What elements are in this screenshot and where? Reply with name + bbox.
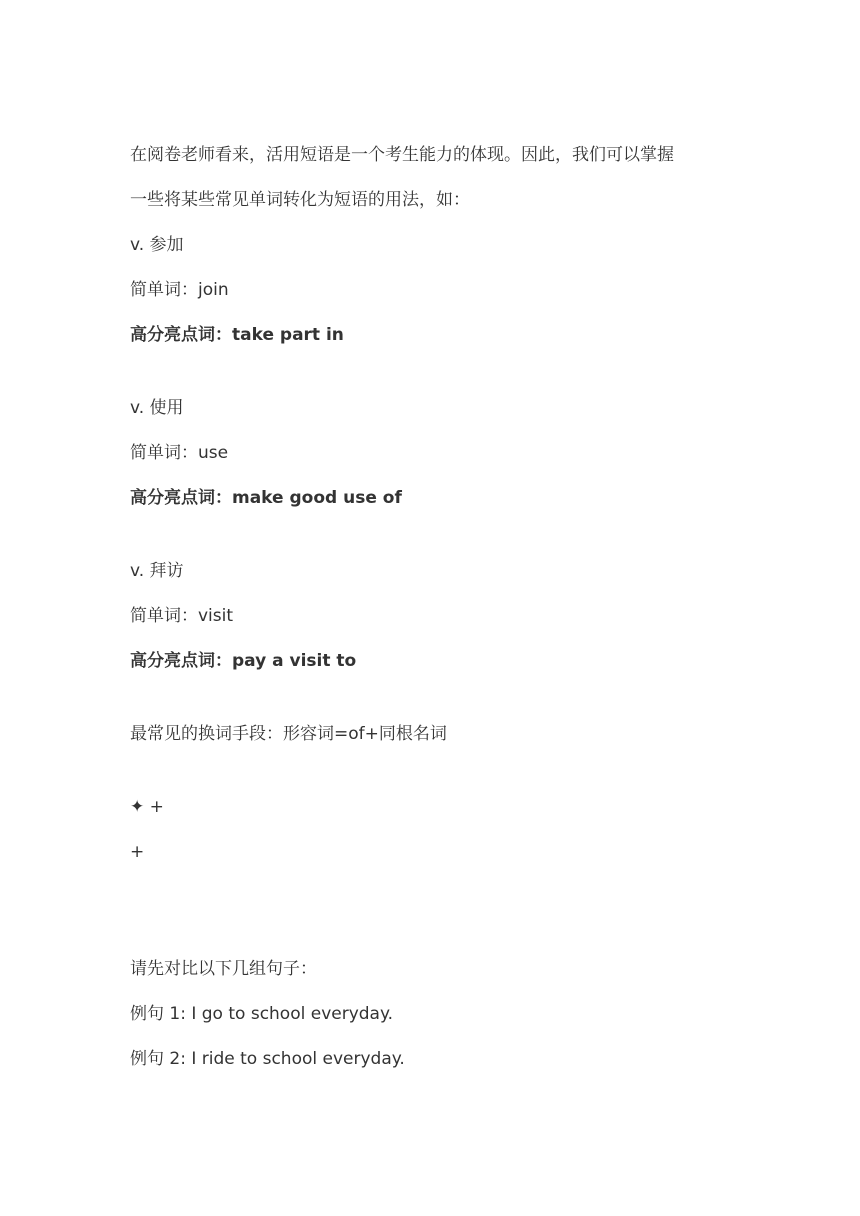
entry-simple-visit: 简单词：visit bbox=[130, 606, 234, 626]
example-sentence-2: 例句 2: I ride to school everyday. bbox=[130, 1049, 405, 1069]
entry-simple-join: 简单词：join bbox=[130, 280, 229, 300]
entry-simple-use: 简单词：use bbox=[130, 443, 229, 463]
sparkle-plus-line: ✦ + bbox=[130, 797, 164, 817]
compare-prompt: 请先对比以下几组句子： bbox=[130, 959, 317, 979]
entry-highlight-use: 高分亮点词：make good use of bbox=[130, 488, 402, 508]
common-method-line: 最常见的换词手段：形容词=of+同根名词 bbox=[130, 724, 447, 744]
example-sentence-1: 例句 1: I go to school everyday. bbox=[130, 1004, 394, 1024]
entry-highlight-visit: 高分亮点词：pay a visit to bbox=[130, 651, 357, 671]
entry-pos-visit: v. 拜访 bbox=[130, 561, 184, 581]
plus-line: + bbox=[130, 842, 145, 862]
intro-line-2: 一些将某些常见单词转化为短语的用法，如： bbox=[130, 190, 470, 210]
entry-highlight-join: 高分亮点词：take part in bbox=[130, 325, 344, 345]
entry-pos-join: v. 参加 bbox=[130, 235, 184, 255]
entry-pos-use: v. 使用 bbox=[130, 398, 184, 418]
intro-line-1: 在阅卷老师看来，活用短语是一个考生能力的体现。因此，我们可以掌握 bbox=[130, 145, 674, 165]
